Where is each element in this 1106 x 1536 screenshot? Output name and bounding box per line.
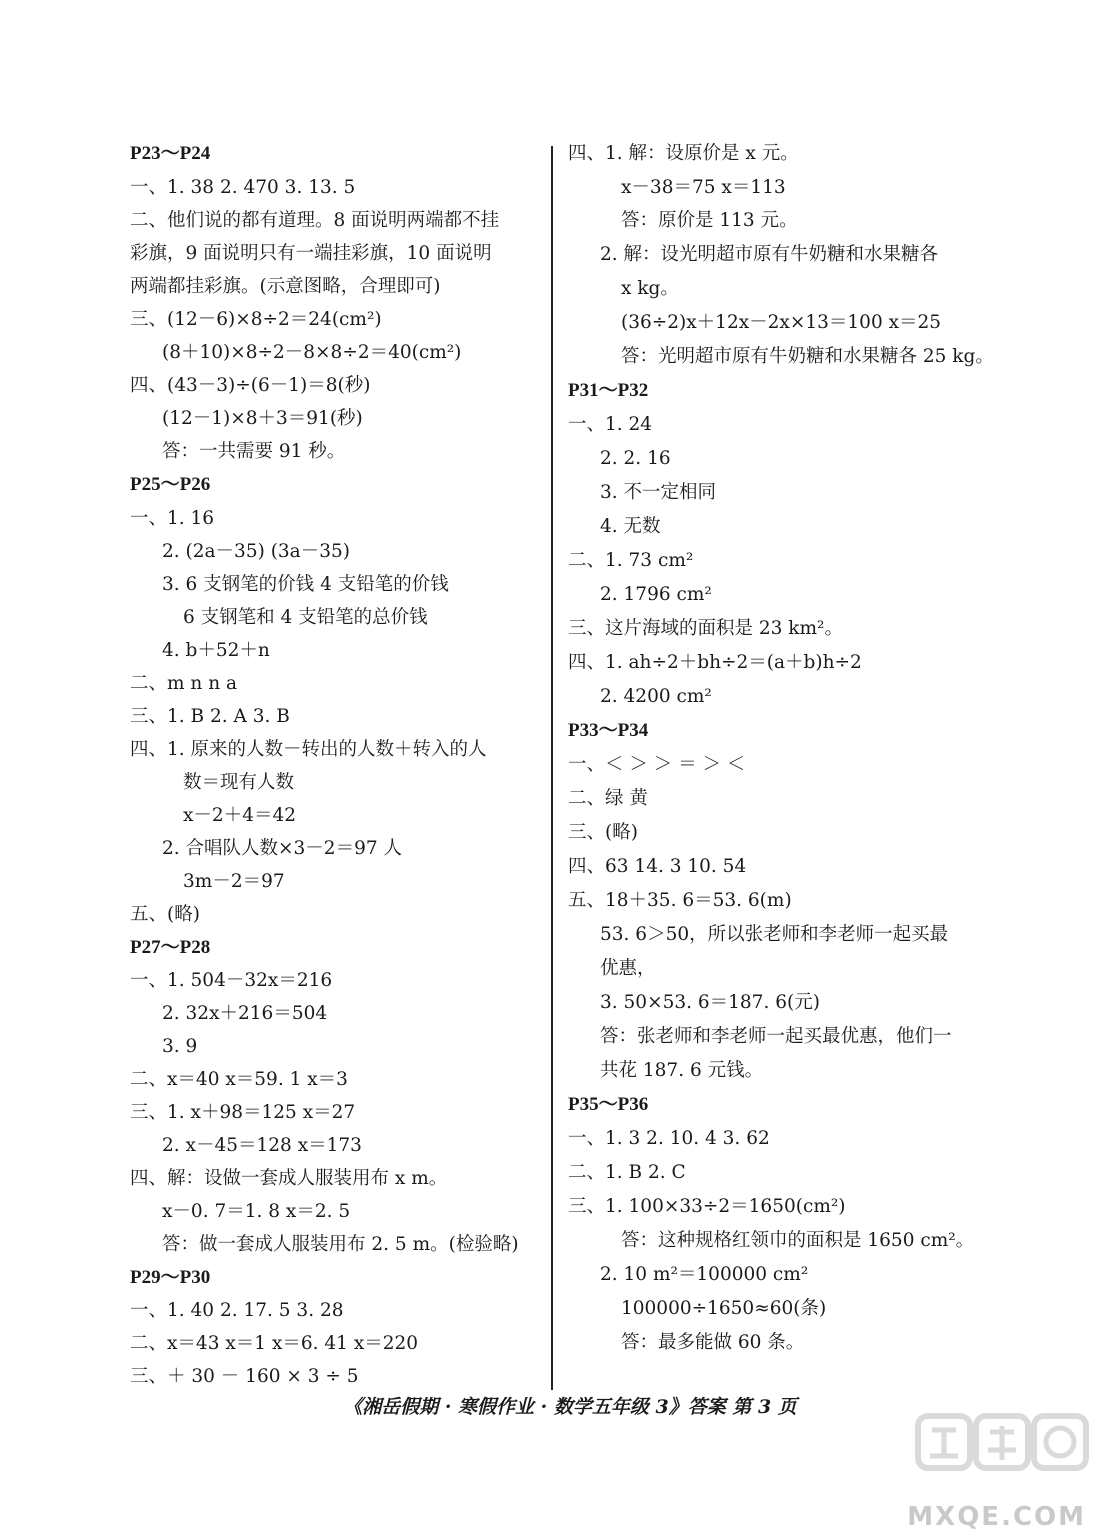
answer-line: 100000÷1650≈60(条) [621, 1298, 827, 1319]
answer-line: 一、1. 40 2. 17. 5 3. 28 [130, 1300, 344, 1321]
answer-line: 五、(略) [130, 904, 200, 925]
answer-line: 四、(43－3)÷(6－1)＝8(秒) [130, 375, 371, 396]
answer-line: 一、1. 24 [568, 414, 653, 435]
answer-line: 2. 合唱队人数×3－2＝97 人 [162, 838, 402, 859]
answer-line: 3. 6 支钢笔的价钱 4 支铅笔的价钱 [162, 574, 449, 595]
answer-line: (12－1)×8＋3＝91(秒) [162, 408, 363, 429]
answer-line: 三、(12－6)×8÷2＝24(cm²) [130, 309, 382, 330]
answer-line: 答：一共需要 91 秒。 [162, 441, 346, 462]
section-heading: P29～P30 [130, 1267, 211, 1288]
answer-line: (8＋10)×8÷2－8×8÷2＝40(cm²) [162, 342, 462, 363]
answer-line: 三、＋ 30 － 160 × 3 ÷ 5 [130, 1366, 359, 1387]
answer-line: 二、x＝43 x＝1 x＝6. 41 x＝220 [130, 1333, 419, 1354]
section-heading: P27～P28 [130, 937, 211, 958]
answer-line: 4. b＋52＋n [162, 640, 270, 661]
answer-line: 2. 解：设光明超市原有牛奶糖和水果糖各 [600, 244, 939, 265]
answer-line: 2. 1796 cm² [600, 584, 712, 605]
answer-line: x－0. 7＝1. 8 x＝2. 5 [162, 1201, 351, 1222]
answer-line: 答：原价是 113 元。 [621, 210, 798, 231]
answer-line: 三、这片海域的面积是 23 km²。 [568, 618, 843, 639]
answer-line: 五、18＋35. 6＝53. 6(m) [568, 890, 792, 911]
answer-line: (36÷2)x＋12x－2x×13＝100 x＝25 [621, 312, 942, 333]
answer-line: 两端都挂彩旗。(示意图略，合理即可) [130, 276, 441, 297]
answer-line: 答：张老师和李老师一起买最优惠，他们一 [600, 1026, 952, 1047]
answer-line: 彩旗，9 面说明只有一端挂彩旗，10 面说明 [130, 243, 492, 264]
answer-line: 二、x＝40 x＝59. 1 x＝3 [130, 1069, 348, 1090]
answer-line: 二、他们说的都有道理。8 面说明两端都不挂 [130, 210, 500, 231]
answer-line: 三、1. 100×33÷2＝1650(cm²) [568, 1196, 846, 1217]
section-heading: P23～P24 [130, 143, 211, 164]
answer-line: 一、1. 504－32x＝216 [130, 970, 333, 991]
answer-line: 2. 10 m²＝100000 cm² [600, 1264, 809, 1285]
answer-line: 一、＜ ＞ ＞ ＝ ＞ ＜ [568, 754, 746, 775]
answer-line: 二、m n n a [130, 673, 238, 694]
answer-line: 4. 无数 [600, 516, 661, 537]
answer-line: 三、1. B 2. A 3. B [130, 706, 290, 727]
answer-line: 2. x－45＝128 x＝173 [162, 1135, 362, 1156]
answer-line: 3. 50×53. 6＝187. 6(元) [600, 992, 820, 1013]
answer-line: 一、1. 16 [130, 508, 215, 529]
answer-line: x kg。 [621, 278, 679, 299]
answer-line: 6 支钢笔和 4 支铅笔的总价钱 [183, 607, 428, 628]
answer-line: 3m－2＝97 [183, 871, 285, 892]
answer-line: 四、1. 原来的人数－转出的人数＋转入的人 [130, 739, 487, 760]
page-footer: 《湘岳假期 · 寒假作业 · 数学五年级 3》答案 第 3 页 [343, 1396, 797, 1418]
watermark-text: MXQE.COM [907, 1502, 1086, 1532]
answer-line: 四、1. ah÷2＋bh÷2＝(a＋b)h÷2 [568, 652, 862, 673]
answer-line: 四、解：设做一套成人服装用布 x m。 [130, 1168, 448, 1189]
answer-line: 2. 32x＋216＝504 [162, 1003, 328, 1024]
answer-line: 四、63 14. 3 10. 54 [568, 856, 747, 877]
answer-line: 一、1. 3 2. 10. 4 3. 62 [568, 1128, 770, 1149]
answer-line: 2. 2. 16 [600, 448, 671, 469]
section-heading: P31～P32 [568, 380, 649, 401]
answer-line: 数＝现有人数 [183, 772, 295, 793]
answer-line: 一、1. 38 2. 470 3. 13. 5 [130, 177, 356, 198]
answer-line: 三、1. x＋98＝125 x＝27 [130, 1102, 356, 1123]
answer-line: 答：这种规格红领巾的面积是 1650 cm²。 [621, 1230, 975, 1251]
answer-line: 二、1. B 2. C [568, 1162, 686, 1183]
answer-line: 二、1. 73 cm² [568, 550, 694, 571]
answer-line: 二、绿 黄 [568, 788, 648, 809]
answer-line: 三、(略) [568, 822, 638, 843]
section-heading: P35～P36 [568, 1094, 649, 1115]
answer-line: x－2＋4＝42 [183, 805, 297, 826]
answer-line: 四、1. 解：设原价是 x 元。 [568, 143, 799, 164]
answer-line: 优惠， [600, 958, 656, 979]
answer-line: 2. (2a－35) (3a－35) [162, 541, 350, 562]
answer-line: x－38＝75 x＝113 [621, 177, 786, 198]
answer-line: 答：最多能做 60 条。 [621, 1332, 805, 1353]
answer-line: 答：光明超市原有牛奶糖和水果糖各 25 kg。 [621, 346, 994, 367]
column-divider [551, 146, 553, 1390]
answer-line: 3. 9 [162, 1036, 198, 1057]
answer-line: 答：做一套成人服装用布 2. 5 m。(检验略) [162, 1234, 519, 1255]
section-heading: P33～P34 [568, 720, 649, 741]
answer-line: 共花 187. 6 元钱。 [600, 1060, 764, 1081]
answer-line: 53. 6＞50，所以张老师和李老师一起买最 [600, 924, 949, 945]
answer-line: 2. 4200 cm² [600, 686, 712, 707]
section-heading: P25～P26 [130, 474, 211, 495]
answer-line: 3. 不一定相同 [600, 482, 717, 503]
